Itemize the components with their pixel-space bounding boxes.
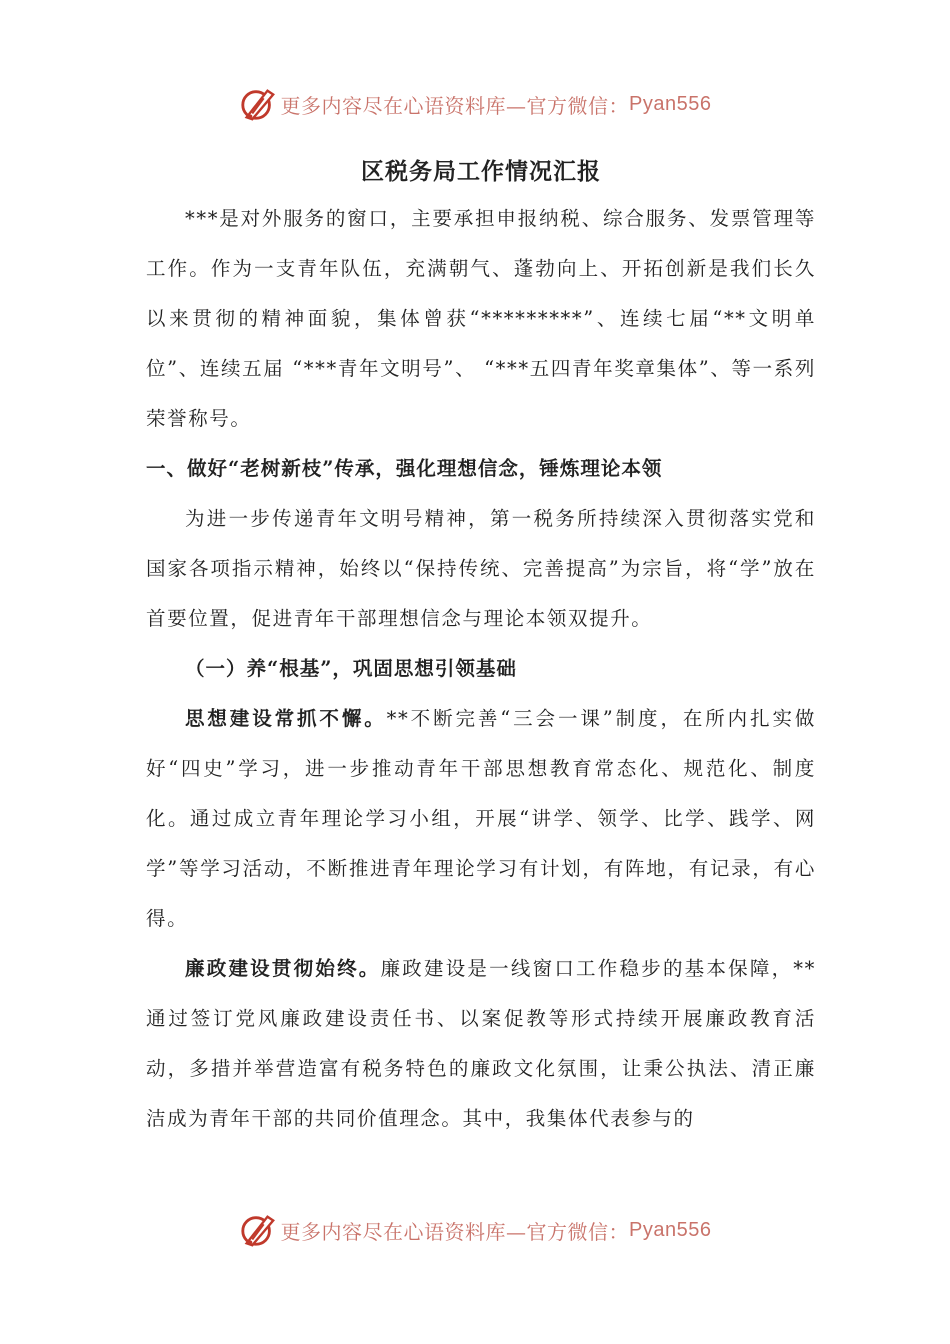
document-body: [146, 150, 816, 1144]
subsection-1-heading: （一）养“根基”，巩固思想引领基础: [185, 657, 517, 680]
section-1-paragraph: 为进一步传递青年文明号精神，第一税务所持续深入贯彻落实党和国家各项指示精神，始终以“保持传统、完善提高”为宗旨，将“学”放在首要位置，促进青年干部理想信念与理论本领双提升。: [146, 507, 816, 630]
banner-wechat-id: Pyan556: [629, 92, 712, 115]
banner-text: 更多内容尽在心语资料库—官方微信：: [280, 93, 630, 118]
header-banner: [0, 84, 950, 124]
integrity-paragraph: [146, 944, 816, 1144]
pen-nib-logo-icon: [239, 85, 277, 123]
pen-nib-logo-icon: [239, 1211, 277, 1249]
document-title: 区税务局工作情况汇报: [361, 158, 601, 185]
banner-wechat-id: Pyan556: [629, 1218, 712, 1241]
integrity-lead: 廉政建设贯彻始终。: [185, 957, 381, 980]
intro-paragraph: ***是对外服务的窗口，主要承担申报纳税、综合服务、发票管理等工作。作为一支青年队伍，充满朝气、蓬勃向上、开拓创新是我们长久以来贯彻的精神面貌，集体曾获“*********”、连续七届“**文明单位”、连续五届 “***青年文明号”、 “***五四青年奖章集体”、等一系列荣誉称号。: [146, 207, 816, 430]
section-1-heading: 一、做好“老树新枝”传承，强化理想信念，锤炼理论本领: [146, 457, 663, 480]
ideology-paragraph: [146, 694, 816, 944]
banner-text: 更多内容尽在心语资料库—官方微信：: [280, 1219, 630, 1244]
ideology-body: **不断完善“三会一课”制度，在所内扎实做好“四史”学习，进一步推动青年干部思想教育常态化、规范化、制度化。通过成立青年理论学习小组，开展“讲学、领学、比学、践学、网学”等学习活动，不断推进青年理论学习有计划，有阵地，有记录，有心得。: [146, 707, 816, 930]
integrity-body: 廉政建设是一线窗口工作稳步的基本保障，**通过签订党风廉政建设责任书、以案促教等形式持续开展廉政教育活动，多措并举营造富有税务特色的廉政文化氛围，让秉公执法、清正廉洁成为青年干部的共同价值理念。其中，我集体代表参与的: [146, 957, 816, 1130]
ideology-lead: 思想建设常抓不懈。: [185, 707, 387, 730]
footer-banner: [0, 1210, 950, 1250]
